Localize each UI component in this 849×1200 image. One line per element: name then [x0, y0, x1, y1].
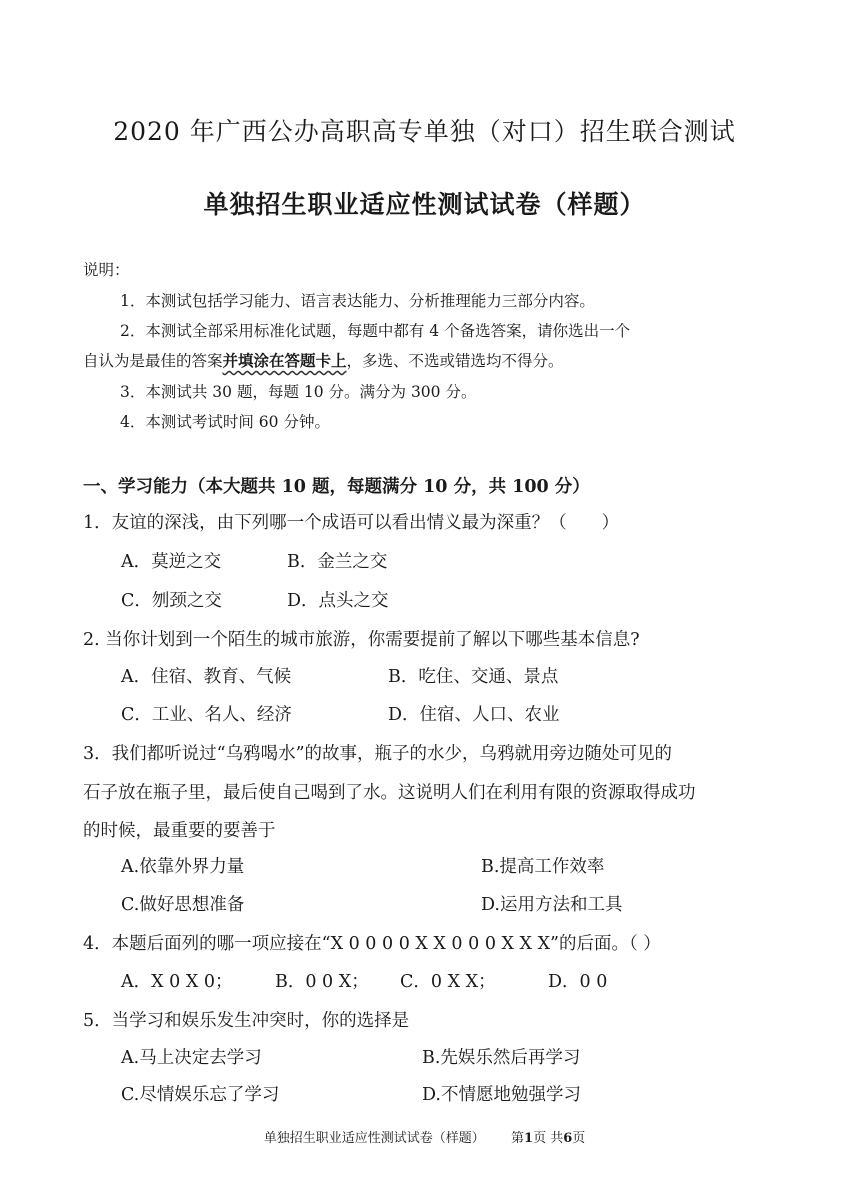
- question-3-stem-line-2: 石子放在瓶子里，最后使自己喝到了水。这说明人们在利用有限的资源取得成功: [83, 783, 696, 803]
- instructions-heading: 说明：: [83, 261, 130, 279]
- instruction-item-2-tail: ，多选、不选或错选均不得分。: [346, 352, 564, 370]
- question-2-option-a: A．住宿、教育、气候: [121, 667, 292, 687]
- question-1-option-c: C．刎颈之交: [121, 591, 222, 611]
- instruction-item-2-line-2: [83, 349, 564, 371]
- exam-subtitle: 单独招生职业适应性测试试卷（样题）: [203, 190, 646, 219]
- question-3-stem-line-3: 的时候，最重要的要善于: [83, 821, 276, 841]
- question-3-option-d: D.运用方法和工具: [481, 895, 623, 915]
- instruction-emphasis: 并填涂在答题卡上: [222, 351, 347, 370]
- question-3-option-b: B.提高工作效率: [481, 857, 605, 877]
- question-2-option-b: B．吃住、交通、景点: [388, 667, 559, 687]
- question-2-option-d: D．住宿、人口、农业: [388, 705, 560, 725]
- question-1-stem: 1．友谊的深浅，由下列哪一个成语可以看出情义最为深重？（ ）: [83, 513, 620, 533]
- footer-page-number: 1: [524, 1131, 534, 1146]
- question-1-option-d: D．点头之交: [287, 591, 389, 611]
- footer-page-suffix: 页: [572, 1131, 586, 1146]
- question-3-stem-line-1: 3．我们都听说过“乌鸦喝水”的故事，瓶子的水少，乌鸦就用旁边随处可见的: [83, 744, 673, 764]
- question-4-option-c: C．0 X X；: [400, 972, 496, 992]
- footer-page-mid: 页 共: [533, 1131, 564, 1146]
- instruction-item-4: 4．本测试考试时间 60 分钟。: [120, 413, 330, 431]
- question-5-option-c: C.尽情娱乐忘了学习: [121, 1085, 280, 1105]
- instruction-item-2-line-1: 2．本测试全部采用标准化试题，每题中都有 4 个备选答案，请你选出一个: [120, 322, 631, 340]
- question-4-stem: 4．本题后面列的哪一项应接在“X 0 0 0 0 X X 0 0 0 X X X”的后面。（ ）: [83, 934, 661, 954]
- question-2-option-c: C．工业、名人、经济: [121, 705, 292, 725]
- question-5-option-d: D.不情愿地勉强学习: [422, 1085, 581, 1105]
- question-1-option-b: B．金兰之交: [287, 552, 388, 572]
- question-1-option-a: A．莫逆之交: [121, 552, 222, 572]
- footer-page-total: 6: [563, 1131, 573, 1146]
- question-4-option-a: A．X 0 X 0；: [121, 972, 233, 992]
- instruction-item-2-text: 自认为是最佳的答案: [83, 352, 223, 370]
- footer-page-prefix: 第: [511, 1131, 525, 1146]
- exam-title: 2020 年广西公办高职高专单独（对口）招生联合测试: [113, 117, 736, 146]
- question-3-option-c: C.做好思想准备: [121, 895, 245, 915]
- section-heading: 一、学习能力（本大题共 10 题，每题满分 10 分，共 100 分）: [83, 477, 590, 497]
- question-5-option-b: B.先娱乐然后再学习: [422, 1048, 581, 1068]
- question-5-option-a: A.马上决定去学习: [121, 1048, 262, 1068]
- instruction-item-1: 1．本测试包括学习能力、语言表达能力、分析推理能力三部分内容。: [120, 292, 595, 310]
- footer-doc-title: 单独招生职业适应性测试试卷（样题）: [263, 1131, 485, 1146]
- question-2-stem: 2. 当你计划到一个陌生的城市旅游，你需要提前了解以下哪些基本信息?: [83, 630, 640, 650]
- question-4-option-d: D．0 0: [548, 972, 608, 992]
- question-4-option-b: B．0 0 X；: [275, 972, 369, 992]
- instruction-item-3: 3．本测试共 30 题，每题 10 分。满分为 300 分。: [120, 383, 477, 401]
- question-5-stem: 5．当学习和娱乐发生冲突时，你的选择是: [83, 1011, 410, 1031]
- question-3-option-a: A.依靠外界力量: [121, 857, 245, 877]
- page-footer: [0, 1127, 849, 1146]
